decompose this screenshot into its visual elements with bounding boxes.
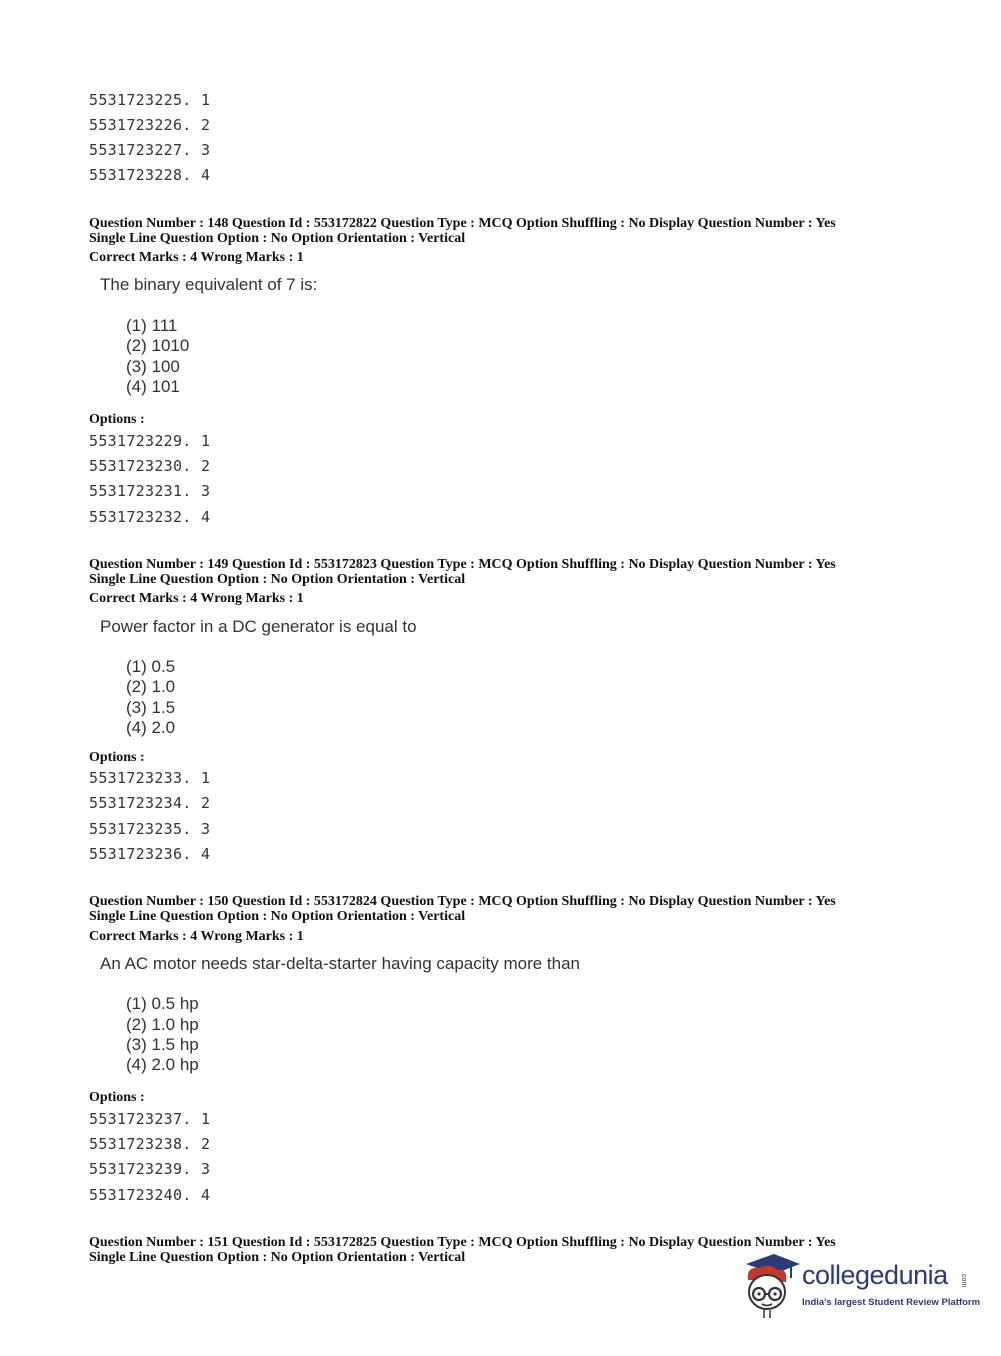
question-choice: (4) 2.0 hp xyxy=(126,1055,199,1074)
question-header: Question Number : 148 Question Id : 553172822 Question Type : MCQ Option Shuffling : No Display Question Number : Yes xyxy=(89,216,836,231)
question-marks: Correct Marks : 4 Wrong Marks : 1 xyxy=(89,929,304,944)
question-text: The binary equivalent of 7 is: xyxy=(100,275,318,294)
question-text: Power factor in a DC generator is equal to xyxy=(100,617,417,636)
option-id: 5531723225. 1 xyxy=(89,91,211,109)
option-id: 5531723230. 2 xyxy=(89,457,211,475)
option-id: 5531723239. 3 xyxy=(89,1160,211,1178)
collegedunia-logo xyxy=(740,1250,980,1320)
option-id: 5531723227. 3 xyxy=(89,141,211,159)
option-id: 5531723229. 1 xyxy=(89,432,211,450)
option-id: 5531723237. 1 xyxy=(89,1110,211,1128)
question-header: Question Number : 150 Question Id : 553172824 Question Type : MCQ Option Shuffling : No Display Question Number : Yes xyxy=(89,894,836,909)
question-choice: (1) 111 xyxy=(126,316,178,335)
question-choice: (4) 101 xyxy=(126,377,180,396)
option-id: 5531723240. 4 xyxy=(89,1186,211,1204)
option-id: 5531723228. 4 xyxy=(89,166,211,184)
question-header-line2: Single Line Question Option : No Option Orientation : Vertical xyxy=(89,1250,466,1265)
question-choice: (3) 1.5 hp xyxy=(126,1035,199,1054)
question-marks: Correct Marks : 4 Wrong Marks : 1 xyxy=(89,591,304,606)
option-id: 5531723236. 4 xyxy=(89,845,211,863)
option-id: 5531723235. 3 xyxy=(89,820,211,838)
question-header-line2: Single Line Question Option : No Option Orientation : Vertical xyxy=(89,231,466,246)
option-id: 5531723233. 1 xyxy=(89,769,211,787)
logo-tagline: India's largest Student Review Platform xyxy=(802,1297,981,1308)
question-choice: (2) 1.0 hp xyxy=(126,1015,199,1034)
logo-suffix: .com xyxy=(960,1272,967,1288)
question-choice: (2) 1010 xyxy=(126,336,190,355)
option-id: 5531723232. 4 xyxy=(89,508,211,526)
question-text: An AC motor needs star-delta-starter having capacity more than xyxy=(100,954,581,973)
option-id: 5531723234. 2 xyxy=(89,794,211,812)
option-id: 5531723226. 2 xyxy=(89,116,211,134)
question-choice: (3) 1.5 xyxy=(126,698,176,717)
question-header: Question Number : 151 Question Id : 553172825 Question Type : MCQ Option Shuffling : No Display Question Number : Yes xyxy=(89,1235,836,1250)
question-choice: (3) 100 xyxy=(126,357,180,376)
option-id: 5531723238. 2 xyxy=(89,1135,211,1153)
options-label: Options : xyxy=(89,750,145,765)
logo-name: collegedunia xyxy=(802,1260,948,1290)
question-header: Question Number : 149 Question Id : 553172823 Question Type : MCQ Option Shuffling : No Display Question Number : Yes xyxy=(89,557,836,572)
options-label: Options : xyxy=(89,412,145,427)
question-choice: (1) 0.5 hp xyxy=(126,994,199,1013)
question-header-line2: Single Line Question Option : No Option Orientation : Vertical xyxy=(89,909,466,924)
options-label: Options : xyxy=(89,1090,145,1105)
option-id: 5531723231. 3 xyxy=(89,482,211,500)
mascot-icon xyxy=(740,1250,802,1320)
question-choice: (2) 1.0 xyxy=(126,677,176,696)
question-choice: (4) 2.0 xyxy=(126,718,176,737)
question-choice: (1) 0.5 xyxy=(126,657,176,676)
question-header-line2: Single Line Question Option : No Option Orientation : Vertical xyxy=(89,572,466,587)
question-marks: Correct Marks : 4 Wrong Marks : 1 xyxy=(89,250,304,265)
